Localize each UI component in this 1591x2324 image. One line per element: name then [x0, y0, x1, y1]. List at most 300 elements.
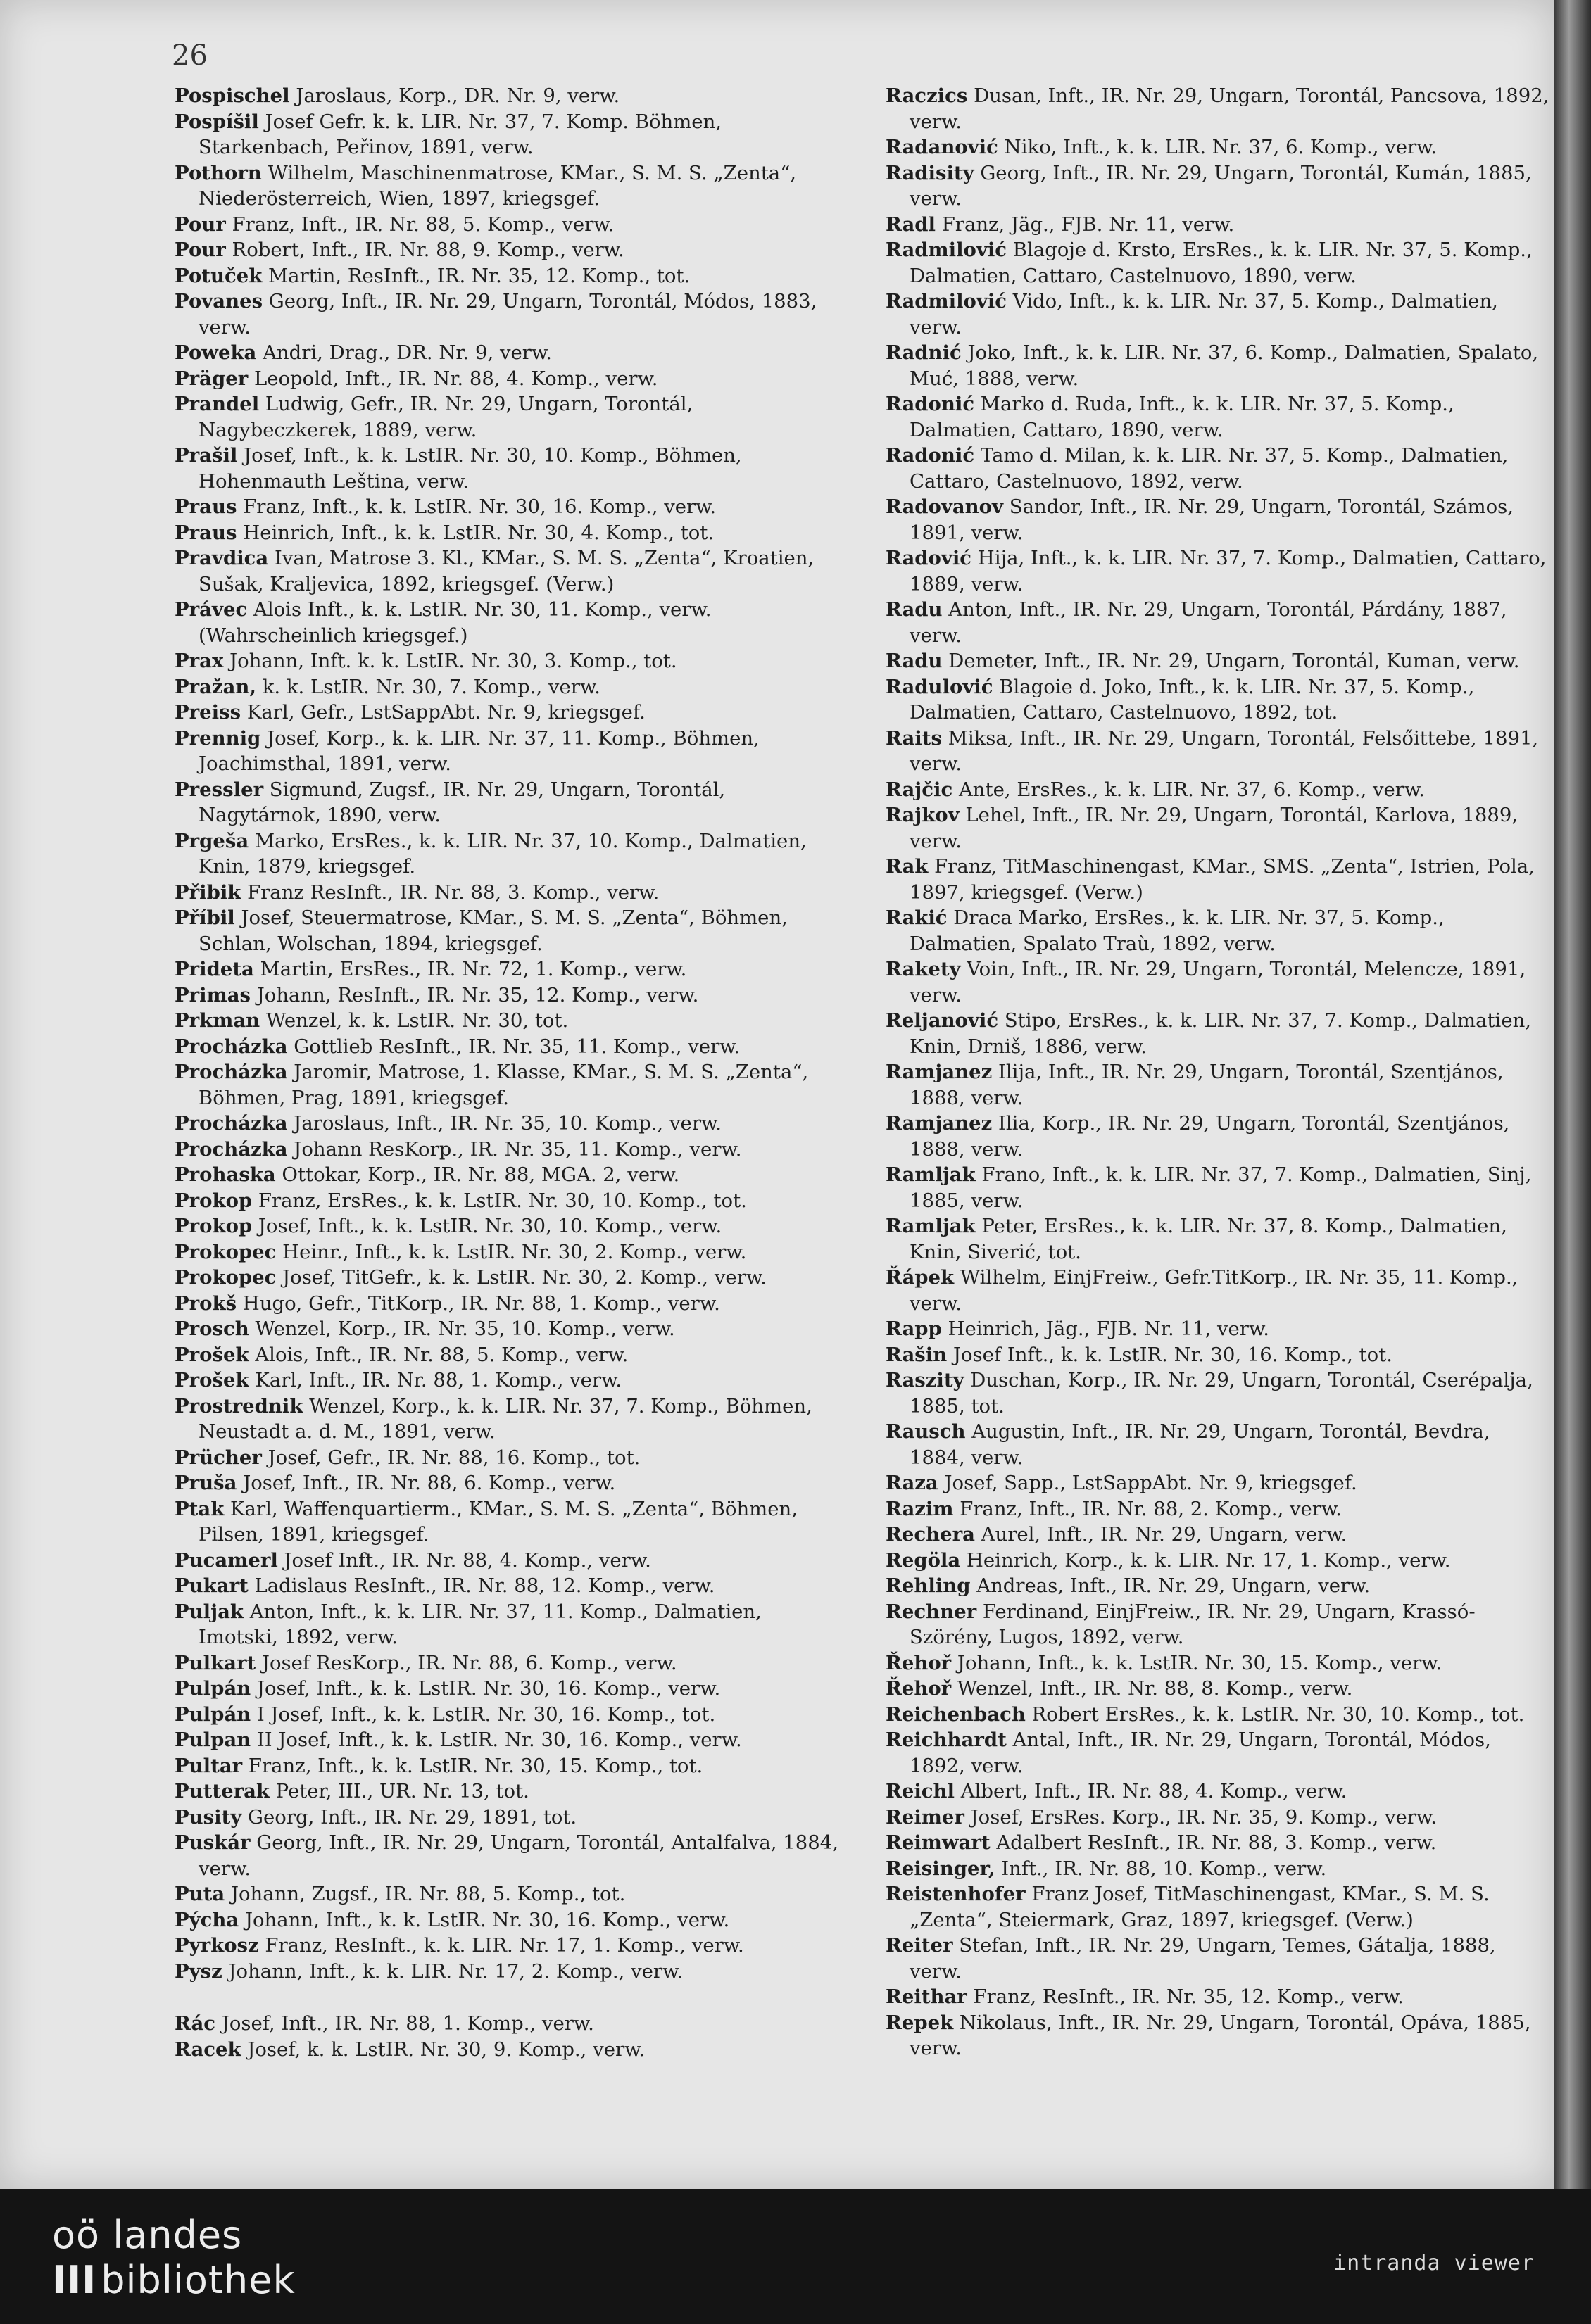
entry-details: Franz ResInft., IR. Nr. 88, 3. Komp., verw.: [241, 880, 660, 904]
entry-details: Wenzel, Inft., IR. Nr. 88, 8. Komp., verw.: [951, 1677, 1353, 1700]
register-entry: [886, 289, 1551, 340]
register-entry: [175, 1830, 840, 1881]
entry-surname: Ptak: [175, 1497, 225, 1520]
entry-details: Karl, Inft., IR. Nr. 88, 1. Komp., verw.: [249, 1369, 622, 1391]
entry-details: Andreas, Inft., IR. Nr. 29, Ungarn, verw.: [970, 1574, 1371, 1597]
register-entry: [175, 1342, 840, 1368]
entry-details: Ferdinand, EinjFreiw., IR. Nr. 29, Ungarn, Krassó-Szörény, Lugos, 1892, verw.: [910, 1600, 1476, 1648]
register-entry: [175, 1599, 840, 1650]
entry-surname: Reiter: [886, 1934, 953, 1957]
entry-details: Ladislaus ResInft., IR. Nr. 88, 12. Komp., verw.: [248, 1574, 715, 1597]
register-entry: [886, 237, 1551, 289]
register-entry: [886, 1599, 1551, 1650]
entry-details: Anton, Inft., k. k. LIR. Nr. 37, 11. Komp., Dalmatien, Imotski, 1892, verw.: [199, 1600, 762, 1648]
entry-details: Josef ResKorp., IR. Nr. 88, 6. Komp., verw.: [256, 1651, 677, 1674]
entry-details: Josef, Inft., IR. Nr. 88, 1. Komp., verw.: [215, 2012, 594, 2035]
entry-surname: Pýcha: [175, 1908, 239, 1931]
entry-details: Hugo, Gefr., TitKorp., IR. Nr. 88, 1. Komp., verw.: [237, 1292, 720, 1315]
entry-surname: Puljak: [175, 1600, 244, 1623]
entry-surname: Rajčic: [886, 778, 953, 801]
entry-details: Josef Gefr. k. k. LIR. Nr. 37, 7. Komp. Böhmen, Starkenbach, Peřinov, 1891, verw.: [199, 110, 722, 158]
entry-details: Aurel, Inft., IR. Nr. 29, Ungarn, verw.: [974, 1523, 1347, 1546]
entry-surname: Rausch: [886, 1420, 966, 1443]
entry-details: Sandor, Inft., IR. Nr. 29, Ungarn, Torontál, Számos, 1891, verw.: [910, 495, 1514, 544]
entry-surname: Radisity: [886, 161, 974, 184]
register-entry: [175, 340, 840, 366]
register-entry: [886, 648, 1551, 674]
entry-surname: Pulkart: [175, 1651, 256, 1674]
entry-details: Voin, Inft., IR. Nr. 29, Ungarn, Torontál, Melencze, 1891, verw.: [910, 958, 1526, 1006]
register-entry: [175, 160, 840, 212]
register-entry: [175, 494, 840, 520]
entry-surname: Puta: [175, 1883, 225, 1905]
register-entry: [886, 545, 1551, 597]
register-entry: [175, 263, 840, 289]
entry-surname: Pulpán: [175, 1677, 251, 1700]
entry-details: Ottokar, Korp., IR. Nr. 88, MGA. 2, verw.: [275, 1163, 680, 1186]
entry-surname: Primas: [175, 983, 251, 1006]
entry-surname: Raczics: [886, 84, 968, 107]
entry-details: Josef, Steuermatrose, KMar., S. M. S. „Zenta“, Böhmen, Schlan, Wolschan, 1894, kriegsgef.: [199, 907, 788, 955]
entry-details: Joko, Inft., k. k. LIR. Nr. 37, 6. Komp., Dalmatien, Spalato, Muć, 1888, verw.: [910, 341, 1539, 390]
entry-details: Sigmund, Zugsf., IR. Nr. 29, Ungarn, Torontál, Nagytárnok, 1890, verw.: [199, 778, 726, 826]
entry-surname: Rajkov: [886, 804, 960, 826]
register-entry: [886, 726, 1551, 777]
register-entry: [175, 391, 840, 443]
entry-details: Franz, ResInft., k. k. LIR. Nr. 17, 1. Komp., verw.: [258, 1934, 744, 1957]
entry-surname: Pressler: [175, 778, 264, 801]
entry-surname: Radanović: [886, 136, 998, 158]
entry-surname: Reichl: [886, 1780, 955, 1802]
entry-details: Franz Josef, TitMaschinengast, KMar., S. M. S. „Zenta“, Steiermark, Graz, 1897, kriegsgef. (Verw.): [910, 1883, 1490, 1931]
entry-surname: Ramljak: [886, 1215, 976, 1237]
entry-surname: Pravdica: [175, 547, 269, 569]
register-entry: [175, 545, 840, 597]
entry-surname: Prokop: [175, 1189, 253, 1212]
register-entry: [886, 1881, 1551, 1933]
register-entry: [886, 1933, 1551, 1984]
register-entry: [175, 1111, 840, 1137]
register-entry: [886, 391, 1551, 443]
entry-details: Georg, Inft., IR. Nr. 29, Ungarn, Torontál, Antalfalva, 1884, verw.: [199, 1831, 838, 1880]
register-entry: [175, 2037, 840, 2063]
entry-surname: Prideta: [175, 958, 254, 980]
register-entry: [886, 1984, 1551, 2010]
entry-surname: Pospíšil: [175, 110, 259, 133]
entry-surname: Povanes: [175, 290, 263, 312]
entry-surname: Radu: [886, 598, 943, 621]
register-entry: [175, 212, 840, 238]
entry-surname: Prošek: [175, 1369, 249, 1391]
entry-surname: Rakić: [886, 907, 948, 929]
entry-details: Peter, III., UR. Nr. 13, tot.: [269, 1780, 529, 1802]
entry-surname: Ramjanez: [886, 1112, 993, 1135]
register-entry: [175, 828, 840, 880]
entry-surname: Reichenbach: [886, 1703, 1026, 1726]
register-entry: [886, 1470, 1551, 1496]
entry-surname: Pour: [175, 239, 226, 261]
register-entry: [886, 212, 1551, 238]
page-number: 26: [172, 39, 208, 72]
entry-details: Alois Inft., k. k. LstIR. Nr. 30, 11. Komp., verw. (Wahrscheinlich kriegsgef.): [199, 598, 712, 647]
entry-surname: Prokš: [175, 1292, 237, 1315]
entry-surname: Prkman: [175, 1009, 260, 1032]
register-entry: [886, 494, 1551, 545]
entry-details: Marko d. Ruda, Inft., k. k. LIR. Nr. 37, 5. Komp., Dalmatien, Cattaro, 1890, verw.: [910, 393, 1454, 441]
entry-surname: Radl: [886, 213, 936, 236]
entry-details: Wilhelm, EinjFreiw., Gefr.TitKorp., IR. Nr. 35, 11. Komp., verw.: [910, 1266, 1518, 1315]
entry-surname: Rehling: [886, 1574, 971, 1597]
entry-details: Josef, Inft., IR. Nr. 88, 6. Komp., verw.: [237, 1472, 616, 1494]
register-entry: [886, 1573, 1551, 1599]
entry-surname: Pulpán: [175, 1703, 251, 1726]
entry-details: Blagoje d. Krsto, ErsRes., k. k. LIR. Nr. 37, 5. Komp., Dalmatien, Cattaro, Castelnuovo, 1890, verw.: [910, 239, 1533, 287]
register-entry: [175, 956, 840, 983]
register-entry: [175, 1907, 840, 1933]
entry-surname: Reimwart: [886, 1831, 991, 1854]
register-entry: [886, 802, 1551, 854]
register-entry: [886, 1727, 1551, 1779]
entry-surname: Pusity: [175, 1805, 242, 1829]
register-entry: [175, 1933, 840, 1959]
register-entry: [886, 1496, 1551, 1522]
register-entry: [886, 1522, 1551, 1548]
right-column: [886, 83, 1551, 2061]
register-entry: [886, 1059, 1551, 1111]
entry-details: Nikolaus, Inft., IR. Nr. 29, Ungarn, Torontál, Opáva, 1885, verw.: [910, 2011, 1531, 2059]
entry-surname: Prandel: [175, 393, 260, 415]
register-entry: [886, 1111, 1551, 1162]
entry-details: Stipo, ErsRes., k. k. LIR. Nr. 37, 7. Komp., Dalmatien, Knin, Drniš, 1886, verw.: [910, 1009, 1532, 1058]
entry-surname: Rašin: [886, 1343, 948, 1366]
register-entry: [175, 777, 840, 828]
entry-surname: Prostrednik: [175, 1394, 303, 1417]
entry-details: Josef, Sapp., LstSappAbt. Nr. 9, kriegsgef.: [938, 1472, 1357, 1494]
entry-surname: Pyrkosz: [175, 1934, 259, 1957]
register-entry: [886, 1008, 1551, 1059]
entry-surname: Razim: [886, 1497, 954, 1520]
register-entry: [175, 1573, 840, 1599]
register-entry: [175, 520, 840, 546]
entry-details: Ante, ErsRes., k. k. LIR. Nr. 37, 6. Komp., verw.: [952, 778, 1425, 801]
entry-surname: Potuček: [175, 264, 263, 287]
register-entry: [175, 1805, 840, 1831]
entry-surname: Rapp: [886, 1318, 942, 1340]
entry-details: Blagoie d. Joko, Inft., k. k. LIR. Nr. 37, 5. Komp., Dalmatien, Cattaro, Castelnuovo, 1892, tot.: [910, 675, 1475, 724]
entry-surname: Radu: [886, 650, 943, 672]
entry-details: Franz, ResInft., IR. Nr. 35, 12. Komp., verw.: [967, 1985, 1404, 2008]
entry-details: Franz, TitMaschinengast, KMar., SMS. „Zenta“, Istrien, Pola, 1897, kriegsgef. (Verw.): [910, 855, 1535, 904]
entry-surname: Přibik: [175, 880, 241, 904]
entry-surname: Prokopec: [175, 1240, 277, 1263]
entry-surname: Raszity: [886, 1369, 964, 1391]
register-entry: [175, 1470, 840, 1496]
entry-details: Josef, Gefr., IR. Nr. 88, 16. Komp., tot.: [261, 1446, 641, 1469]
register-entry: [175, 237, 840, 263]
entry-details: Ilija, Inft., IR. Nr. 29, Ungarn, Torontál, Szentjános, 1888, verw.: [910, 1061, 1504, 1109]
register-entry: [175, 1753, 840, 1779]
library-logo-line1: oö landes: [52, 2213, 243, 2257]
entry-surname: Pukart: [175, 1574, 249, 1597]
entry-surname: Řehoř: [886, 1677, 952, 1700]
register-entry: [886, 443, 1551, 494]
register-entry: [175, 1316, 840, 1342]
register-entry: [175, 1368, 840, 1394]
entry-surname: Puskár: [175, 1831, 251, 1854]
entry-details: Josef, Inft., k. k. LstIR. Nr. 30, 10. Komp., verw.: [252, 1215, 722, 1237]
entry-details: Miksa, Inft., IR. Nr. 29, Ungarn, Torontál, Felsőittebe, 1891, verw.: [910, 726, 1539, 775]
entry-surname: Praus: [175, 495, 237, 518]
entry-details: Johann, Inft. k. k. LstIR. Nr. 30, 3. Komp., tot.: [223, 650, 677, 672]
entry-surname: Procházka: [175, 1112, 288, 1135]
entry-details: Karl, Gefr., LstSappAbt. Nr. 9, kriegsgef.: [241, 701, 646, 724]
entry-details: Antal, Inft., IR. Nr. 29, Ungarn, Torontál, Módos, 1892, verw.: [910, 1729, 1491, 1777]
entry-details: Ludwig, Gefr., IR. Nr. 29, Ungarn, Torontál, Nagybeczkerek, 1889, verw.: [199, 393, 693, 441]
entry-surname: Pruša: [175, 1472, 237, 1494]
library-logo-text: bibliothek: [101, 2258, 296, 2302]
register-entry: [886, 1779, 1551, 1805]
entry-surname: Praus: [175, 521, 237, 544]
register-entry: [175, 726, 840, 777]
register-entry: [886, 83, 1551, 134]
entry-details: Jaroslaus, Korp., DR. Nr. 9, verw.: [289, 84, 620, 107]
entry-surname: Pysz: [175, 1959, 222, 1983]
register-entry: [175, 366, 840, 392]
entry-details: Jaroslaus, Inft., IR. Nr. 35, 10. Komp., verw.: [287, 1112, 722, 1135]
entry-surname: Radović: [886, 547, 972, 569]
entry-surname: Radmilović: [886, 290, 1007, 312]
entry-details: Frano, Inft., k. k. LIR. Nr. 37, 7. Komp., Dalmatien, Sinj, 1885, verw.: [910, 1163, 1532, 1212]
entry-details: Heinrich, Jäg., FJB. Nr. 11, verw.: [941, 1318, 1269, 1340]
register-entry: [175, 1291, 840, 1317]
entry-surname: Prokopec: [175, 1266, 277, 1289]
entry-details: Augustin, Inft., IR. Nr. 29, Ungarn, Torontál, Bevdra, 1884, verw.: [910, 1420, 1490, 1469]
register-entry: [175, 1162, 840, 1188]
entry-surname: Radovanov: [886, 495, 1003, 518]
entry-surname: Prax: [175, 650, 224, 672]
entry-surname: Reithar: [886, 1985, 967, 2008]
register-entry: [175, 1779, 840, 1805]
entry-details: Franz, Jäg., FJB. Nr. 11, verw.: [935, 213, 1235, 236]
viewer-brand-label: intranda viewer: [1333, 2251, 1535, 2275]
entry-surname: Prücher: [175, 1446, 262, 1469]
register-entry: [886, 905, 1551, 956]
entry-details: Robert ErsRes., k. k. LstIR. Nr. 30, 10. Komp., tot.: [1025, 1703, 1525, 1726]
library-logo-line2: [52, 2258, 296, 2302]
entry-surname: Rác: [175, 2012, 216, 2035]
register-entry: [175, 1059, 840, 1111]
entry-details: Johann, Zugsf., IR. Nr. 88, 5. Komp., tot.: [225, 1883, 626, 1905]
entry-surname: Rechera: [886, 1523, 975, 1546]
entry-surname: Procházka: [175, 1035, 288, 1058]
entry-details: k. k. LstIR. Nr. 30, 7. Komp., verw.: [256, 675, 600, 698]
register-entry: [886, 340, 1551, 391]
entry-details: Jaromir, Matrose, 1. Klasse, KMar., S. M. S. „Zenta“, Böhmen, Prag, 1891, kriegsgef.: [199, 1061, 809, 1109]
entry-details: Ilia, Korp., IR. Nr. 29, Ungarn, Torontál, Szentjános, 1888, verw.: [910, 1112, 1510, 1161]
register-entry: [175, 1188, 840, 1214]
entry-details: Gottlieb ResInft., IR. Nr. 35, 11. Komp., verw.: [287, 1035, 741, 1058]
entry-surname: Pražan,: [175, 675, 256, 698]
register-entry: [886, 1856, 1551, 1882]
entry-details: Josef Inft., k. k. LstIR. Nr. 30, 16. Komp., tot.: [947, 1343, 1392, 1366]
entry-details: Heinrich, Inft., k. k. LstIR. Nr. 30, 4. Komp., tot.: [237, 521, 715, 544]
entry-surname: Pultar: [175, 1754, 243, 1777]
entry-surname: Reimer: [886, 1805, 964, 1829]
entry-details: Adalbert ResInft., IR. Nr. 88, 3. Komp., verw.: [990, 1831, 1437, 1854]
register-entry: [175, 674, 840, 700]
register-entry: [175, 289, 840, 340]
entry-details: Peter, ErsRes., k. k. LIR. Nr. 37, 8. Komp., Dalmatien, Knin, Siverić, tot.: [910, 1215, 1507, 1263]
entry-surname: Reljanović: [886, 1009, 999, 1032]
register-entry: [175, 1137, 840, 1163]
entry-details: Johann ResKorp., IR. Nr. 35, 11. Komp., verw.: [287, 1137, 742, 1161]
entry-surname: Prašil: [175, 444, 238, 467]
entry-surname: Radonić: [886, 444, 975, 467]
entry-details: Wenzel, Korp., IR. Nr. 35, 10. Komp., verw.: [249, 1318, 675, 1340]
entry-surname: Řápek: [886, 1266, 955, 1289]
entry-details: Inft., IR. Nr. 88, 10. Komp., verw.: [995, 1857, 1327, 1880]
entry-surname: Příbil: [175, 907, 235, 929]
entry-details: Anton, Inft., IR. Nr. 29, Ungarn, Torontál, Párdány, 1887, verw.: [910, 598, 1507, 647]
entry-surname: Radonić: [886, 393, 975, 415]
register-entry: [886, 854, 1551, 905]
register-entry: [175, 1239, 840, 1265]
register-entry: [175, 983, 840, 1009]
entry-details: Josef, Inft., k. k. LstIR. Nr. 30, 10. Komp., Böhmen, Hohenmauth Leština, verw.: [199, 444, 742, 493]
entry-surname: Prokop: [175, 1215, 253, 1237]
entry-details: Alois, Inft., IR. Nr. 88, 5. Komp., verw.: [249, 1343, 629, 1366]
register-entry: [886, 1676, 1551, 1702]
entry-details: Franz, Inft., IR. Nr. 88, 5. Komp., verw.: [225, 213, 615, 236]
register-entry: [886, 1548, 1551, 1574]
entry-details: II Josef, Inft., k. k. LstIR. Nr. 30, 16. Komp., verw.: [251, 1729, 742, 1751]
register-entry: [886, 1368, 1551, 1419]
entry-details: Martin, ErsRes., IR. Nr. 72, 1. Komp., verw.: [253, 958, 687, 980]
entry-surname: Pulpan: [175, 1729, 251, 1751]
viewer-footer: [0, 2189, 1591, 2324]
entry-details: Hija, Inft., k. k. LIR. Nr. 37, 7. Komp., Dalmatien, Cattaro, 1889, verw.: [910, 547, 1547, 595]
entry-details: Johann, Inft., k. k. LIR. Nr. 17, 2. Komp., verw.: [222, 1959, 684, 1983]
entry-surname: Reichhardt: [886, 1729, 1007, 1751]
register-entry: [175, 1959, 840, 1985]
entry-surname: Řehoř: [886, 1651, 952, 1674]
register-entry: [175, 1213, 840, 1239]
entry-details: Franz, Inft., k. k. LstIR. Nr. 30, 16. Komp., verw.: [237, 495, 717, 518]
register-entry: [175, 1676, 840, 1702]
entry-details: Josef, Korp., k. k. LIR. Nr. 37, 11. Komp., Böhmen, Joachimsthal, 1891, verw.: [199, 726, 760, 775]
entry-surname: Rak: [886, 855, 929, 878]
entry-surname: Pospischel: [175, 84, 290, 107]
register-entry: [886, 134, 1551, 160]
register-entry: [175, 1548, 840, 1574]
left-column: [175, 83, 840, 2062]
entry-details: Franz, ErsRes., k. k. LstIR. Nr. 30, 10. Komp., tot.: [252, 1189, 747, 1212]
entry-details: Georg, Inft., IR. Nr. 29, Ungarn, Torontál, Módos, 1883, verw.: [199, 290, 817, 339]
entry-surname: Präger: [175, 367, 249, 390]
register-entry: [886, 1830, 1551, 1856]
register-entry: [175, 1881, 840, 1907]
register-entry: [886, 674, 1551, 726]
register-entry: [886, 1265, 1551, 1316]
entry-details: Albert, Inft., IR. Nr. 88, 4. Komp., verw.: [954, 1780, 1347, 1802]
entry-details: Heinr., Inft., k. k. LstIR. Nr. 30, 2. Komp., verw.: [276, 1240, 747, 1263]
entry-details: Georg, Inft., IR. Nr. 29, 1891, tot.: [241, 1805, 577, 1829]
entry-surname: Regöla: [886, 1548, 961, 1572]
entry-surname: Právec: [175, 598, 248, 621]
entry-surname: Radulović: [886, 675, 993, 698]
entry-surname: Repek: [886, 2011, 954, 2034]
entry-details: Vido, Inft., k. k. LIR. Nr. 37, 5. Komp., Dalmatien, verw.: [910, 290, 1498, 339]
register-entry: [175, 443, 840, 494]
register-entry: [886, 1650, 1551, 1676]
entry-details: Josef Inft., IR. Nr. 88, 4. Komp., verw.: [277, 1548, 651, 1572]
entry-surname: Rechner: [886, 1600, 977, 1623]
entry-surname: Radmilović: [886, 239, 1007, 261]
entry-surname: Pucamerl: [175, 1548, 278, 1572]
register-entry: [886, 1702, 1551, 1728]
entry-surname: Putterak: [175, 1780, 270, 1802]
register-entry: [886, 160, 1551, 212]
register-entry: [175, 2011, 840, 2037]
register-entry: [886, 1162, 1551, 1213]
register-entry: [886, 1805, 1551, 1831]
entry-surname: Poweka: [175, 341, 257, 364]
register-entry: [175, 905, 840, 956]
entry-details: Karl, Waffenquartierm., KMar., S. M. S. „Zenta“, Böhmen, Pilsen, 1891, kriegsgef.: [199, 1497, 798, 1546]
entry-surname: Ramjanez: [886, 1061, 993, 1083]
register-entry: [175, 1702, 840, 1728]
register-entry: [175, 83, 840, 109]
register-entry: [886, 1419, 1551, 1470]
entry-surname: Pothorn: [175, 161, 262, 184]
entry-details: Josef, k. k. LstIR. Nr. 30, 9. Komp., verw.: [241, 2038, 646, 2061]
entry-surname: Racek: [175, 2038, 241, 2061]
entry-surname: Ramljak: [886, 1163, 976, 1186]
entry-details: Wenzel, Korp., k. k. LIR. Nr. 37, 7. Komp., Böhmen, Neustadt a. d. M., 1891, verw.: [199, 1394, 812, 1443]
entry-details: Franz, Inft., k. k. LstIR. Nr. 30, 15. Komp., tot.: [242, 1754, 703, 1777]
register-entry: [886, 597, 1551, 648]
entry-surname: Procházka: [175, 1061, 288, 1083]
entry-details: Andri, Drag., DR. Nr. 9, verw.: [256, 341, 552, 364]
entry-surname: Prgeša: [175, 829, 249, 852]
entry-details: Tamo d. Milan, k. k. LIR. Nr. 37, 5. Komp., Dalmatien, Cattaro, Castelnuovo, 1892, verw.: [910, 444, 1509, 493]
register-entry: [175, 1496, 840, 1548]
entry-surname: Procházka: [175, 1137, 288, 1161]
entry-details: Leopold, Inft., IR. Nr. 88, 4. Komp., verw.: [248, 367, 658, 390]
register-entry: [175, 1650, 840, 1676]
entry-details: Robert, Inft., IR. Nr. 88, 9. Komp., verw.: [225, 239, 624, 261]
register-entry: [886, 1342, 1551, 1368]
entry-surname: Prosch: [175, 1318, 249, 1340]
entry-surname: Rakety: [886, 958, 961, 980]
entry-details: Johann, Inft., k. k. LstIR. Nr. 30, 15. Komp., verw.: [951, 1651, 1442, 1674]
entry-details: Johann, ResInft., IR. Nr. 35, 12. Komp., verw.: [251, 983, 699, 1006]
entry-details: Dusan, Inft., IR. Nr. 29, Ungarn, Torontál, Pancsova, 1892, verw.: [910, 84, 1549, 133]
entry-details: Josef, Inft., k. k. LstIR. Nr. 30, 16. Komp., verw.: [251, 1677, 721, 1700]
entry-details: Niko, Inft., k. k. LIR. Nr. 37, 6. Komp., verw.: [998, 136, 1438, 158]
register-entry: [175, 1008, 840, 1034]
entry-surname: Pour: [175, 213, 226, 236]
entry-surname: Prohaska: [175, 1163, 276, 1186]
entry-details: Draca Marko, ErsRes., k. k. LIR. Nr. 37, 5. Komp., Dalmatien, Spalato Traù, 1892, verw.: [910, 907, 1445, 955]
register-entry: [886, 777, 1551, 803]
entry-surname: Radnić: [886, 341, 962, 364]
entry-surname: Preiss: [175, 701, 241, 724]
register-entry: [886, 956, 1551, 1008]
register-entry: [175, 1265, 840, 1291]
register-entry: [175, 597, 840, 648]
entry-surname: Reisinger,: [886, 1857, 995, 1880]
